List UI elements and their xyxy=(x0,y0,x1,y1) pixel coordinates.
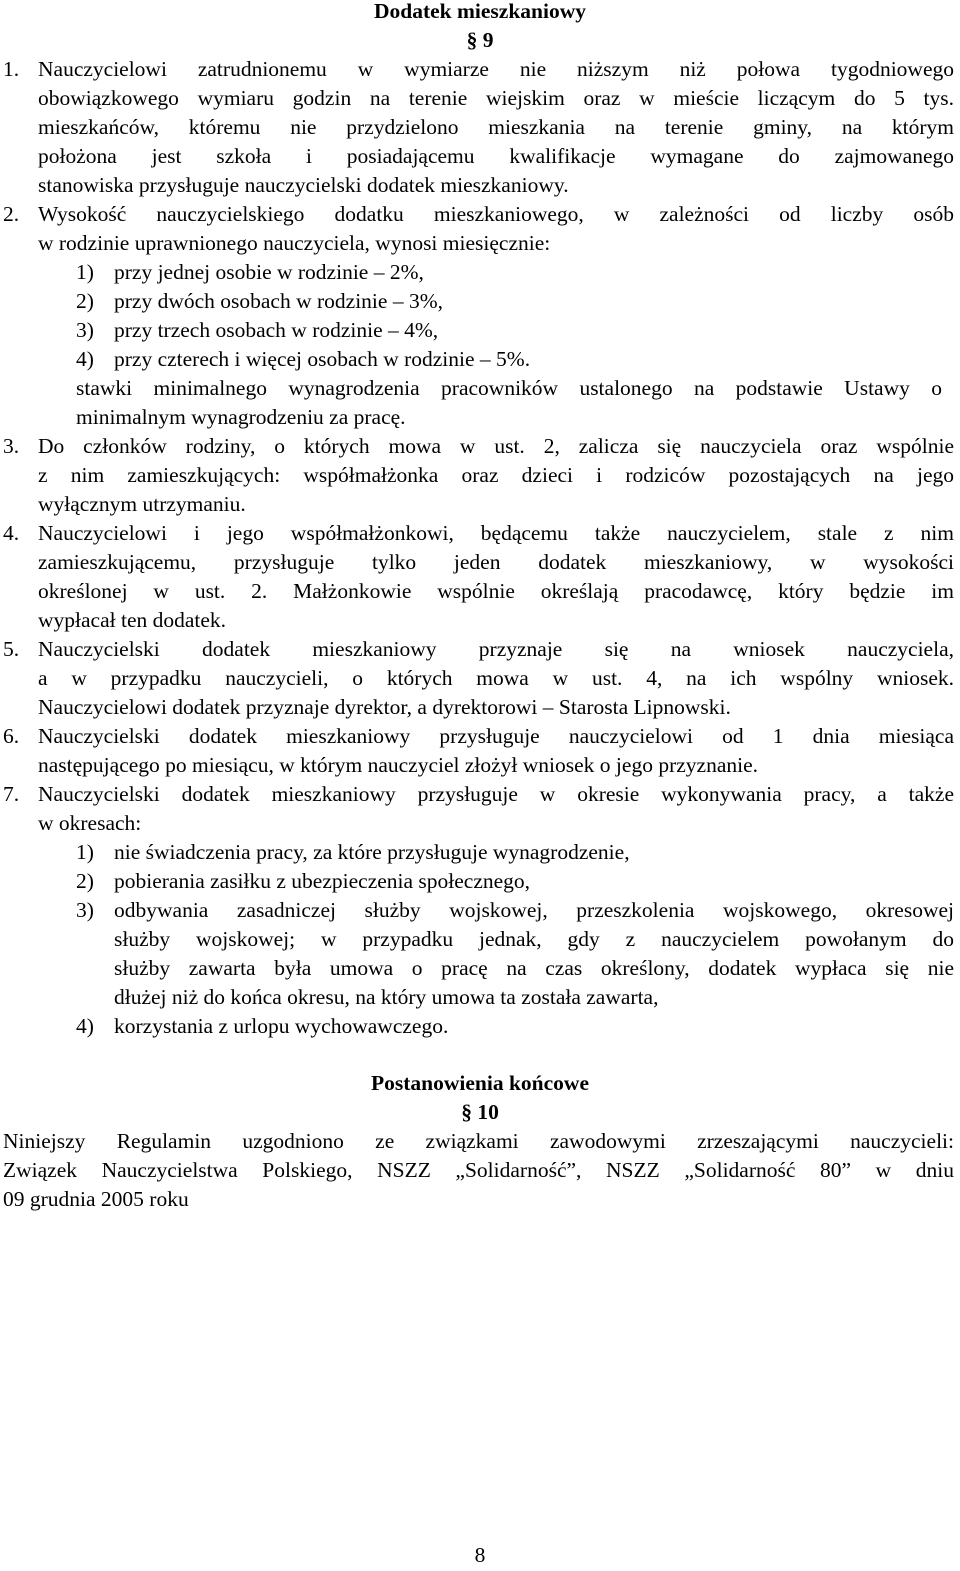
item-number: 7. xyxy=(3,782,20,806)
subitem-text-line: przy dwóch osobach w rodzinie – 3%, xyxy=(114,289,443,313)
item-text-line: Nauczycielowi dodatek przyznaje dyrektor, a dyrektorowi – Starosta Lipnowski. xyxy=(38,695,731,719)
subitem-text-line: pobierania zasiłku z ubezpieczenia społecznego, xyxy=(114,869,531,893)
subitem-number: 4) xyxy=(76,1014,94,1038)
item-text-line: Do członków rodziny, o których mowa w ust. 2, zalicza się nauczyciela oraz wspólnie xyxy=(38,434,954,458)
item-text-line: Nauczycielowi zatrudnionemu w wymiarze nie niższym niż połowa tygodniowego xyxy=(38,57,954,81)
item-number: 4. xyxy=(3,521,20,545)
subitem-text-line: służby zawarta była umowa o pracę na czas określony, dodatek wypłaca się nie xyxy=(114,956,954,980)
item-text-line: stawki minimalnego wynagrodzenia pracowników ustalonego na podstawie Ustawy o xyxy=(76,376,942,400)
paragraph-number: § 9 xyxy=(466,28,494,52)
body-text-line: Związek Nauczycielstwa Polskiego, NSZZ „Solidarność”, NSZZ „Solidarność 80” w dniu xyxy=(3,1158,954,1182)
item-text-line: zamieszkującemu, przysługuje tylko jeden dodatek mieszkaniowy, w wysokości xyxy=(38,550,954,574)
section-title: Postanowienia końcowe xyxy=(371,1071,589,1095)
subitem-text-line: korzystania z urlopu wychowawczego. xyxy=(114,1014,449,1038)
subitem-number: 1) xyxy=(76,260,94,284)
subitem-text-line: dłużej niż do końca okresu, na który umowa ta została zawarta, xyxy=(114,985,659,1009)
item-text-line: wypłacał ten dodatek. xyxy=(38,608,227,632)
item-text-line: minimalnym wynagrodzeniu za pracę. xyxy=(76,405,406,429)
page-number: 8 xyxy=(474,1543,486,1567)
body-text-line: 09 grudnia 2005 roku xyxy=(3,1187,189,1211)
section-title: Dodatek mieszkaniowy xyxy=(373,0,587,23)
item-number: 2. xyxy=(3,202,20,226)
item-text-line: Nauczycielski dodatek mieszkaniowy przysługuje nauczycielowi od 1 dnia miesiąca xyxy=(38,724,954,748)
subitem-text-line: nie świadczenia pracy, za które przysługuje wynagrodzenie, xyxy=(114,840,630,864)
item-text-line: wyłącznym utrzymaniu. xyxy=(38,492,246,516)
item-text-line: Nauczycielski dodatek mieszkaniowy przyznaje się na wniosek nauczyciela, xyxy=(38,637,954,661)
item-text-line: w rodzinie uprawnionego nauczyciela, wynosi miesięcznie: xyxy=(38,231,551,255)
subitem-number: 3) xyxy=(76,898,94,922)
subitem-text-line: służby wojskowej; w przypadku jednak, gdy z nauczycielem powołanym do xyxy=(114,927,954,951)
item-text-line: a w przypadku nauczycieli, o których mowa w ust. 4, na ich wspólny wniosek. xyxy=(38,666,954,690)
item-text-line: w okresach: xyxy=(38,811,142,835)
item-text-line: położona jest szkoła i posiadającemu kwalifikacje wymagane do zajmowanego xyxy=(38,144,954,168)
item-text-line: Wysokość nauczycielskiego dodatku mieszkaniowego, w zależności od liczby osób xyxy=(38,202,954,226)
item-text-line: z nim zamieszkujących: współmałżonka oraz dzieci i rodziców pozostających na jego xyxy=(38,463,954,487)
subitem-text-line: przy jednej osobie w rodzinie – 2%, xyxy=(114,260,424,284)
item-text-line: określonej w ust. 2. Małżonkowie wspólnie określają pracodawcę, który będzie im xyxy=(38,579,954,603)
item-text-line: stanowiska przysługuje nauczycielski dodatek mieszkaniowy. xyxy=(38,173,569,197)
item-text-line: Nauczycielowi i jego współmałżonkowi, będącemu także nauczycielem, stale z nim xyxy=(38,521,954,545)
subitem-number: 2) xyxy=(76,869,94,893)
subitem-number: 3) xyxy=(76,318,94,342)
subitem-number: 4) xyxy=(76,347,94,371)
item-number: 1. xyxy=(3,57,20,81)
item-text-line: następującego po miesiącu, w którym nauczyciel złożył wniosek o jego przyznanie. xyxy=(38,753,758,777)
subitem-number: 2) xyxy=(76,289,94,313)
subitem-text-line: odbywania zasadniczej służby wojskowej, przeszkolenia wojskowego, okresowej xyxy=(114,898,954,922)
item-number: 5. xyxy=(3,637,20,661)
item-number: 6. xyxy=(3,724,20,748)
item-number: 3. xyxy=(3,434,20,458)
subitem-text-line: przy czterech i więcej osobach w rodzinie – 5%. xyxy=(114,347,531,371)
subitem-number: 1) xyxy=(76,840,94,864)
item-text-line: mieszkańców, któremu nie przydzielono mieszkania na terenie gminy, na którym xyxy=(38,115,954,139)
item-text-line: obowiązkowego wymiaru godzin na terenie wiejskim oraz w mieście liczącym do 5 tys. xyxy=(38,86,954,110)
body-text-line: Niniejszy Regulamin uzgodniono ze związkami zawodowymi zrzeszającymi nauczycieli: xyxy=(3,1129,954,1153)
item-text-line: Nauczycielski dodatek mieszkaniowy przysługuje w okresie wykonywania pracy, a także xyxy=(38,782,954,806)
paragraph-number: § 10 xyxy=(461,1100,499,1124)
subitem-text-line: przy trzech osobach w rodzinie – 4%, xyxy=(114,318,439,342)
